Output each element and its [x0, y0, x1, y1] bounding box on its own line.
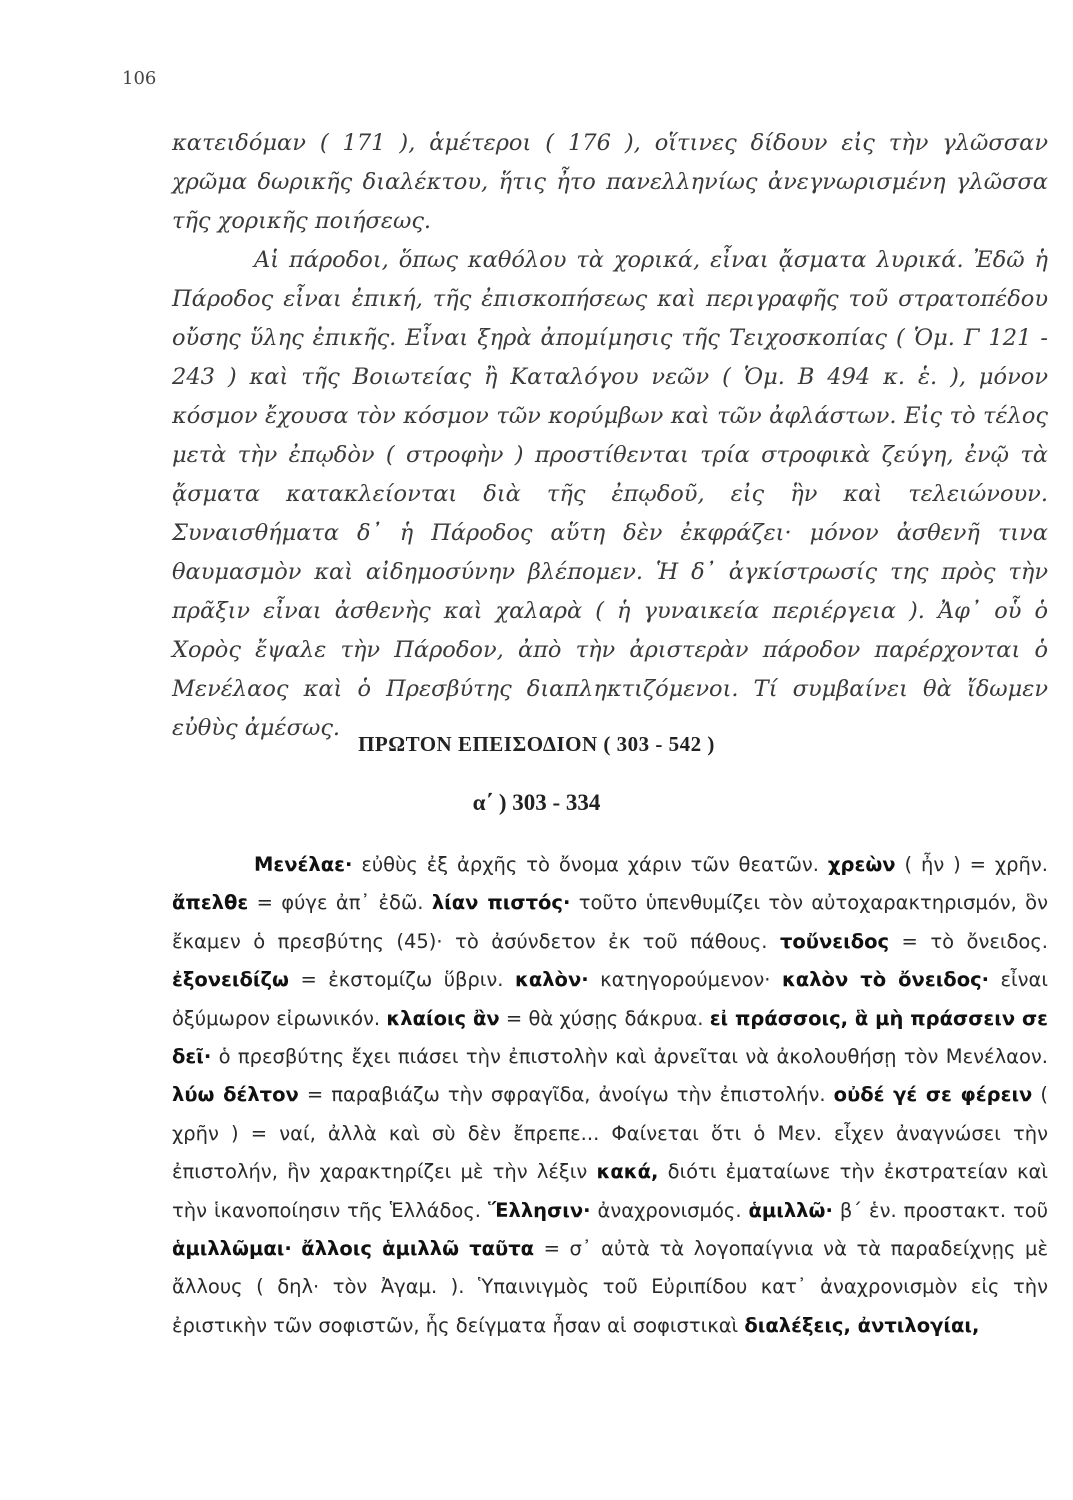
note-text: εὐθὺς ἐξ ἀρχῆς τὸ ὄνομα χάριν τῶν θεατῶν. [352, 853, 828, 876]
note-text [292, 1237, 302, 1260]
note-text: ( χρῆν ) = ναί, ἀλλὰ καὶ σὺ δὲν ἔπρεπε... Φαίνεται ὅτι ὁ Μεν. εἶχεν ἀναγνώσει τὴν ἐπιστολήν, ἣν χαρακτηρίζει μὲ τὴν λέξιν [172, 1083, 1048, 1184]
subsection-title: α΄ ) 303 - 334 [472, 790, 601, 815]
note-text: = παραβιάζω τὴν σφραγῖδα, ἀνοίγω τὴν ἐπιστολήν. [298, 1083, 834, 1107]
note-text: τοῦτο ὑπενθυμίζει τὸν αὐτοχαρακτηρισμόν, ὃν ἔκαμεν ὁ πρεσβύτης (45)· τὸ ἀσύνδετον ἐκ τοῦ πάθους. [172, 891, 1048, 953]
note-term: κλαίοις ἂν [386, 1006, 500, 1030]
note-text: εἶναι ὀξύμωρον εἰρωνικόν. [172, 968, 1049, 1030]
note-text: = ἐκστομίζω ὕβριν. [288, 968, 515, 992]
note-term: χρεὼν [827, 853, 896, 876]
note-term: κακά, [596, 1160, 659, 1184]
commentary-paragraph-1: κατειδόμαν ( 171 ), ἁμέτεροι ( 176 ), οἵτινες δίδουν εἰς τὴν γλῶσσαν χρῶμα δωρικῆς διαλέκτου, ἥτις ἦτο πανελληνίως ἀνεγνωρισμένη γλῶσσα τῆς χορικῆς ποιήσεως. [172, 130, 1048, 234]
note-text: = σ᾽ αὐτὰ τὰ λογοπαίγνια νὰ τὰ παραδείχνῃς μὲ ἄλλους ( δηλ· τὸν Ἀγαμ. ). Ὑπαινιγμὸς τοῦ Εὐριπίδου κατ᾽ ἀναχρονισμὸν εἰς τὴν ἐριστικὴν τῶν σοφιστῶν, ἧς δείγματα ἦσαν αἱ σοφιστικαὶ [172, 1237, 1048, 1337]
note-term: ἁμιλλῶμαι· [172, 1237, 292, 1261]
note-text: = φύγε ἀπ᾽ ἐδῶ. [248, 891, 432, 915]
note-term: εἰ πράσσοις, ἃ μὴ πράσσειν σε δεῖ· [172, 1006, 1048, 1069]
note-text: ὁ πρεσβύτης ἔχει πιάσει τὴν ἐπιστολὴν καὶ ἀρνεῖται νὰ ἀκολουθήσῃ τὸν Μενέλαον. [211, 1045, 1048, 1069]
note-term: οὐδέ γέ σε φέρειν [833, 1083, 1033, 1107]
note-text: = τὸ ὄνειδος. [889, 929, 1048, 953]
note-text: διότι ἐματαίωνε τὴν ἐκστρατείαν καὶ τὴν ἱκανοποίησιν τῆς Ἑλλάδος. [172, 1160, 1048, 1222]
note-term: καλὸν τὸ ὄνειδος· [781, 968, 990, 992]
note-term: διαλέξεις, ἀντιλογίαι, [744, 1313, 980, 1337]
note-term: ἄπελθε [172, 891, 249, 915]
notes-block [172, 846, 1048, 1345]
note-term: ἄλλοις ἁμιλλῶ ταῦτα [301, 1237, 535, 1261]
note-text: ( ἦν ) = χρῆν. [895, 853, 1048, 876]
note-text: κατηγορούμενον· [588, 968, 782, 992]
section-title: ΠΡΩΤΟΝ ΕΠΕΙΣΟΔΙΟΝ ( 303 - 542 ) [358, 732, 715, 756]
note-term: λίαν πιστός· [431, 891, 571, 915]
note-term: ἁμιλλῶ· [748, 1198, 833, 1222]
commentary-block [172, 124, 1048, 748]
note-term: ἐξονειδίζω [172, 968, 289, 992]
note-term: Μενέλαε· [254, 853, 353, 876]
note-text: = θὰ χύσῃς δάκρυα. [499, 1006, 710, 1030]
note-term: λύω δέλτον [172, 1083, 299, 1107]
note-term: καλὸν· [514, 968, 589, 992]
note-text: ἀναχρονισμός. [590, 1198, 749, 1222]
note-text: β΄ ἑν. προστακτ. τοῦ [832, 1198, 1048, 1222]
note-term: τοὔνειδος [779, 929, 890, 953]
commentary-paragraph-2: Αἱ πάροδοι, ὅπως καθόλου τὰ χορικά, εἶναι ᾄσματα λυρικά. Ἐδῶ ἡ Πάροδος εἶναι ἐπική, τῆς ἐπισκοπήσεως καὶ περιγραφῆς τοῦ στρατοπέδου οὔσης ὕλης ἐπικῆς. Εἶναι ξηρὰ ἀπομίμησις τῆς Τειχοσκοπίας ( Ὁμ. Γ 121 - 243 ) καὶ τῆς Βοιωτείας ἢ Καταλόγου νεῶν ( Ὁμ. Β 494 κ. ἑ. ), μόνον κόσμον ἔχουσα τὸν κόσμον τῶν κορύμβων καὶ τῶν ἀφλάστων. Εἰς τὸ τέλος μετὰ τὴν ἐπῳδὸν ( στροφὴν ) προστίθενται τρία στροφικὰ ζεύγη, ἐνῷ τὰ ᾄσματα κατακλείονται διὰ τῆς ἐπῳδοῦ, εἰς ἣν καὶ τελειώνουν. Συναισθήματα δ᾽ ἡ Πάροδος αὕτη δὲν ἐκφράζει· μόνον ἀσθενῆ τινα θαυμασμὸν καὶ αἰδημοσύνην βλέπομεν. Ἡ δ᾽ ἀγκίστρωσίς της πρὸς τὴν πρᾶξιν εἶναι ἀσθενὴς καὶ χαλαρὰ ( ἡ γυναικεία περιέργεια ). Ἀφ᾽ οὗ ὁ Χορὸς ἔψαλε τὴν Πάροδον, ἀπὸ τὴν ἀριστερὰν πάροδον παρέρχονται ὁ Μενέλαος καὶ ὁ Πρεσβύτης διαπληκτιζόμενοι. Τί συμβαίνει θὰ ἴδωμεν εὐθὺς ἀμέσως. [172, 247, 1048, 741]
page-number: 106 [122, 68, 157, 89]
note-term: Ἕλλησιν· [487, 1198, 591, 1222]
